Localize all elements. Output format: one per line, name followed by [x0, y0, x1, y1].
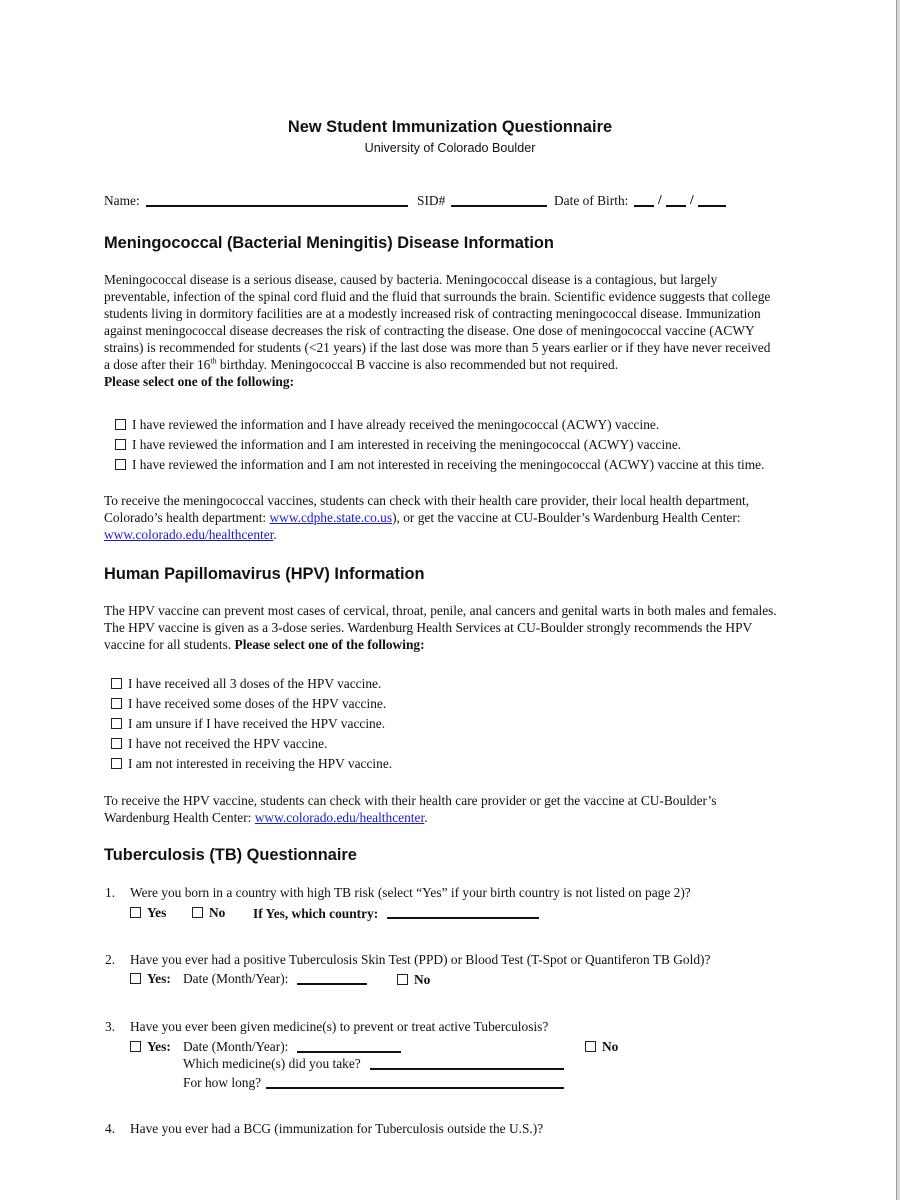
hpv-option[interactable]: I have not received the HPV vaccine.: [111, 735, 327, 752]
q3-yes-option[interactable]: Yes:: [130, 1038, 171, 1055]
checkbox[interactable]: [130, 973, 141, 984]
question-number: 1.: [105, 885, 116, 900]
meningococcal-info: To receive the meningococcal vaccines, students can check with their health care provider, their local health department, Colorado’s health department: www.cdphe.state.co.us), or get the vaccine at CU-Boulder’s Wardenburg Health Center: www.colorado.edu/healthcenter.: [104, 493, 750, 542]
paragraph-line: a dose after their 16th birthday. Meningococcal B vaccine is also recommended but not required.: [104, 356, 619, 372]
hpv-option[interactable]: I am unsure if I have received the HPV vaccine.: [111, 715, 385, 732]
dob-day-field[interactable]: [666, 205, 686, 207]
paragraph-line: against meningococcal disease decreases the risk of contracting the disease. One dose of meningococcal vaccine (ACWY: [104, 323, 755, 338]
sid-field[interactable]: [451, 205, 547, 207]
tb-question-4: Have you ever had a BCG (immunization for Tuberculosis outside the U.S.)?: [130, 1121, 544, 1136]
q3-date-label: Date (Month/Year):: [183, 1039, 289, 1054]
checkbox[interactable]: [111, 758, 122, 769]
dob-year-field[interactable]: [698, 205, 726, 207]
meningococcal-option[interactable]: I have reviewed the information and I am not interested in receiving the meningococcal (ACWY) vaccine at this time.: [115, 456, 764, 473]
name-label: Name:: [104, 193, 140, 208]
healthcenter-link[interactable]: www.colorado.edu/healthcenter: [104, 527, 274, 542]
sid-label: SID#: [417, 193, 446, 208]
q2-no-option[interactable]: No: [397, 971, 430, 988]
healthcenter-link[interactable]: www.colorado.edu/healthcenter: [254, 810, 425, 825]
checkbox[interactable]: [397, 974, 408, 985]
q3-duration-label: For how long?: [183, 1075, 262, 1090]
q3-duration-field[interactable]: [266, 1087, 564, 1089]
hpv-option[interactable]: I am not interested in receiving the HPV vaccine.: [111, 755, 392, 772]
checkbox[interactable]: [130, 907, 141, 918]
ordinal-suffix: th: [210, 356, 217, 366]
selection-instruction: Please select one of the following:: [104, 374, 295, 389]
hpv-option[interactable]: I have received all 3 doses of the HPV vaccine.: [111, 675, 381, 692]
q3-medicine-field[interactable]: [370, 1068, 564, 1070]
meningococcal-option[interactable]: I have reviewed the information and I am interested in receiving the meningococcal (ACWY) vaccine.: [115, 436, 681, 453]
q2-yes-option[interactable]: Yes:: [130, 970, 171, 987]
meningococcal-paragraph: [104, 271, 804, 390]
q2-date-field[interactable]: [297, 983, 367, 985]
hpv-paragraph: The HPV vaccine can prevent most cases of cervical, throat, penile, anal cancers and genital warts in both males and females. The HPV vaccine is given as a 3-dose series. Wardenburg Health Services at CU-Boulder strongly recommends the HPV vaccine for all students. Please select one of the following:: [104, 603, 777, 652]
q2-date-label: Date (Month/Year):: [183, 971, 289, 986]
hpv-info: To receive the HPV vaccine, students can check with their health care provider or get the vaccine at CU-Boulder’s Wardenburg Health Center: www.colorado.edu/healthcenter.: [104, 793, 717, 825]
q1-country-label: If Yes, which country:: [253, 906, 379, 921]
q3-medicine-label: Which medicine(s) did you take?: [183, 1056, 361, 1071]
page-subtitle: University of Colorado Boulder: [364, 141, 536, 155]
checkbox[interactable]: [585, 1041, 596, 1052]
hpv-option[interactable]: I have received some doses of the HPV vaccine.: [111, 695, 386, 712]
paragraph-line: students living in dormitory facilities are at a modestly increased risk of contracting meningococcal disease. Immunization: [104, 306, 761, 321]
paragraph-line: preventable, infection of the spinal cord fluid and the fluid that surrounds the brain. Scientific evidence suggests that college: [104, 289, 771, 304]
checkbox[interactable]: [192, 907, 203, 918]
meningococcal-heading: Meningococcal (Bacterial Meningitis) Disease Information: [104, 234, 554, 252]
hpv-heading: Human Papillomavirus (HPV) Information: [104, 565, 425, 583]
checkbox[interactable]: [130, 1041, 141, 1052]
checkbox[interactable]: [111, 698, 122, 709]
name-field[interactable]: [146, 205, 408, 207]
question-number: 3.: [105, 1019, 116, 1034]
dob-separator: /: [690, 192, 694, 207]
question-number: 4.: [105, 1121, 116, 1136]
question-number: 2.: [105, 952, 116, 967]
tb-question-1: Were you born in a country with high TB risk (select “Yes” if your birth country is not listed on page 2)?: [130, 885, 691, 900]
checkbox[interactable]: [111, 718, 122, 729]
cdphe-link[interactable]: www.cdphe.state.co.us: [269, 510, 393, 525]
checkbox[interactable]: [111, 738, 122, 749]
dob-month-field[interactable]: [634, 205, 654, 207]
page-title: New Student Immunization Questionnaire: [287, 118, 613, 136]
paragraph-line: strains) is recommended for students (<21 years) if the last dose was more than 5 years earlier or if they have never received: [104, 340, 771, 355]
q3-no-option[interactable]: No: [585, 1038, 618, 1055]
checkbox[interactable]: [111, 678, 122, 689]
paragraph-line: Meningococcal disease is a serious disease, caused by bacteria. Meningococcal disease is a contagious, but largely: [104, 272, 718, 287]
tb-question-2: Have you ever had a positive Tuberculosis Skin Test (PPD) or Blood Test (T-Spot or Quantiferon TB Gold)?: [130, 952, 711, 967]
selection-instruction: Please select one of the following:: [234, 637, 425, 652]
q3-date-field[interactable]: [297, 1051, 401, 1053]
meningococcal-option[interactable]: I have reviewed the information and I have already received the meningococcal (ACWY) vaccine.: [115, 416, 659, 433]
q1-no-option[interactable]: No: [192, 904, 225, 921]
q1-country-field[interactable]: [387, 917, 539, 919]
q1-yes-option[interactable]: Yes: [130, 904, 166, 921]
tb-question-3: Have you ever been given medicine(s) to prevent or treat active Tuberculosis?: [130, 1019, 549, 1034]
dob-label: Date of Birth:: [554, 193, 629, 208]
checkbox[interactable]: [115, 459, 126, 470]
dob-separator: /: [658, 192, 662, 207]
checkbox[interactable]: [115, 419, 126, 430]
checkbox[interactable]: [115, 439, 126, 450]
tb-heading: Tuberculosis (TB) Questionnaire: [104, 846, 357, 864]
